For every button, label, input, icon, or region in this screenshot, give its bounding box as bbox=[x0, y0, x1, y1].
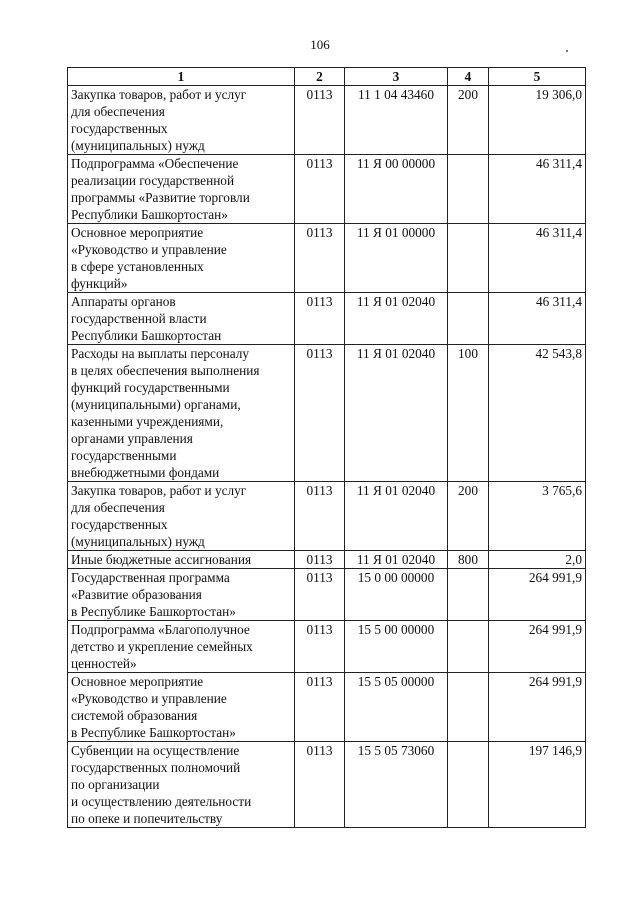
expense-name-line: государственных bbox=[71, 121, 168, 136]
expense-name-line: Подпрограмма «Благополучное bbox=[71, 622, 250, 637]
table-row bbox=[68, 569, 586, 621]
target-article-cell: 11 Я 01 02040 bbox=[345, 293, 448, 345]
expense-name-line: органами управления bbox=[71, 431, 193, 446]
target-article-cell: 15 5 00 00000 bbox=[345, 621, 448, 673]
expense-type-cell bbox=[448, 621, 489, 673]
section-code-cell: 0113 bbox=[295, 621, 345, 673]
section-code-cell: 0113 bbox=[295, 155, 345, 224]
amount-cell: 46 311,4 bbox=[489, 224, 586, 293]
amount-cell: 3 765,6 bbox=[489, 482, 586, 551]
expense-name-cell bbox=[68, 482, 295, 551]
expense-name-line: для обеспечения bbox=[71, 104, 165, 119]
table-row bbox=[68, 345, 586, 482]
expense-name-cell bbox=[68, 86, 295, 155]
expense-name-line: государственных полномочий bbox=[71, 760, 241, 775]
expense-name-line: в Республике Башкортостан» bbox=[71, 725, 236, 740]
section-code-cell: 0113 bbox=[295, 742, 345, 828]
expense-name-line: Подпрограмма «Обеспечение bbox=[71, 156, 239, 171]
expense-type-cell: 200 bbox=[448, 482, 489, 551]
expense-name-line: Основное мероприятие bbox=[71, 674, 204, 689]
expense-name-line: по организации bbox=[71, 777, 160, 792]
amount-cell: 2,0 bbox=[489, 551, 586, 569]
header-col-3: 3 bbox=[345, 68, 448, 86]
section-code-cell: 0113 bbox=[295, 551, 345, 569]
table-row bbox=[68, 224, 586, 293]
expense-type-cell bbox=[448, 569, 489, 621]
target-article-cell: 15 0 00 00000 bbox=[345, 569, 448, 621]
amount-cell: 197 146,9 bbox=[489, 742, 586, 828]
target-article-cell: 11 Я 01 02040 bbox=[345, 482, 448, 551]
target-article-cell: 11 1 04 43460 bbox=[345, 86, 448, 155]
expense-type-cell: 100 bbox=[448, 345, 489, 482]
expense-name-line: государственной власти bbox=[71, 311, 207, 326]
budget-table bbox=[67, 67, 586, 828]
expense-type-cell bbox=[448, 224, 489, 293]
target-article-cell: 11 Я 01 00000 bbox=[345, 224, 448, 293]
expense-name-line: Основное мероприятие bbox=[71, 225, 204, 240]
table-row bbox=[68, 293, 586, 345]
expense-name-line: Республики Башкортостан» bbox=[71, 207, 228, 222]
expense-name-line: детство и укрепление семейных bbox=[71, 639, 253, 654]
expense-name-line: государственных bbox=[71, 517, 168, 532]
header-row bbox=[68, 68, 586, 86]
table-row bbox=[68, 86, 586, 155]
section-code-cell: 0113 bbox=[295, 345, 345, 482]
expense-name-line: (муниципальными) органами, bbox=[71, 397, 241, 412]
section-code-cell: 0113 bbox=[295, 86, 345, 155]
target-article-cell: 15 5 05 73060 bbox=[345, 742, 448, 828]
section-code-cell: 0113 bbox=[295, 224, 345, 293]
expense-name-line: государственными bbox=[71, 448, 177, 463]
section-code-cell: 0113 bbox=[295, 482, 345, 551]
expense-name-line: в целях обеспечения выполнения bbox=[71, 363, 260, 378]
table-row bbox=[68, 551, 586, 569]
expense-name-cell bbox=[68, 742, 295, 828]
expense-name-line: (муниципальных) нужд bbox=[71, 138, 205, 153]
expense-name-cell bbox=[68, 224, 295, 293]
expense-name-line: функций» bbox=[71, 276, 128, 291]
amount-cell: 264 991,9 bbox=[489, 673, 586, 742]
expense-name-line: Расходы на выплаты персоналу bbox=[71, 346, 250, 361]
expense-name-line: «Руководство и управление bbox=[71, 242, 227, 257]
expense-type-cell bbox=[448, 742, 489, 828]
expense-name-cell bbox=[68, 293, 295, 345]
target-article-cell: 15 5 05 00000 bbox=[345, 673, 448, 742]
header-col-4: 4 bbox=[448, 68, 489, 86]
expense-type-cell bbox=[448, 293, 489, 345]
header-col-1: 1 bbox=[68, 68, 295, 86]
expense-name-cell bbox=[68, 155, 295, 224]
table-row bbox=[68, 742, 586, 828]
amount-cell: 46 311,4 bbox=[489, 155, 586, 224]
table-body bbox=[68, 86, 586, 828]
header-col-2: 2 bbox=[295, 68, 345, 86]
expense-type-cell bbox=[448, 673, 489, 742]
header-col-5: 5 bbox=[489, 68, 586, 86]
page-number: 106 bbox=[310, 37, 330, 52]
expense-name-line: Закупка товаров, работ и услуг bbox=[71, 87, 247, 102]
section-code-cell: 0113 bbox=[295, 293, 345, 345]
table-row bbox=[68, 155, 586, 224]
expense-name-line: системой образования bbox=[71, 708, 198, 723]
expense-name-line: Государственная программа bbox=[71, 570, 230, 585]
expense-name-line: и осуществлению деятельности bbox=[71, 794, 252, 809]
expense-name-line: внебюджетными фондами bbox=[71, 465, 220, 480]
expense-type-cell: 800 bbox=[448, 551, 489, 569]
amount-cell: 264 991,9 bbox=[489, 569, 586, 621]
expense-name-line: реализации государственной bbox=[71, 173, 235, 188]
amount-cell: 42 543,8 bbox=[489, 345, 586, 482]
target-article-cell: 11 Я 01 02040 bbox=[345, 345, 448, 482]
expense-name-cell bbox=[68, 345, 295, 482]
expense-name-line: Республики Башкортостан bbox=[71, 328, 222, 343]
expense-name-line: (муниципальных) нужд bbox=[71, 534, 205, 549]
expense-name-line: ценностей» bbox=[71, 656, 137, 671]
expense-name-cell bbox=[68, 673, 295, 742]
section-code-cell: 0113 bbox=[295, 569, 345, 621]
target-article-cell: 11 Я 00 00000 bbox=[345, 155, 448, 224]
expense-name-line: «Развитие образования bbox=[71, 587, 202, 602]
expense-name-line: в сфере установленных bbox=[71, 259, 204, 274]
expense-name-line: программы «Развитие торговли bbox=[71, 190, 250, 205]
expense-name-cell bbox=[68, 621, 295, 673]
expense-name-line: «Руководство и управление bbox=[71, 691, 227, 706]
expense-type-cell bbox=[448, 155, 489, 224]
table-row bbox=[68, 621, 586, 673]
target-article-cell: 11 Я 01 02040 bbox=[345, 551, 448, 569]
expense-name-line: Аппараты органов bbox=[71, 294, 176, 309]
expense-name-line: для обеспечения bbox=[71, 500, 165, 515]
section-code-cell: 0113 bbox=[295, 673, 345, 742]
scan-speck bbox=[566, 50, 568, 52]
expense-name-line: в Республике Башкортостан» bbox=[71, 604, 236, 619]
table-row bbox=[68, 673, 586, 742]
table-row bbox=[68, 482, 586, 551]
expense-name-line: казенными учреждениями, bbox=[71, 414, 224, 429]
amount-cell: 46 311,4 bbox=[489, 293, 586, 345]
expense-name-cell bbox=[68, 551, 295, 569]
expense-name-line: Субвенции на осуществление bbox=[71, 743, 240, 758]
expense-name-line: Закупка товаров, работ и услуг bbox=[71, 483, 247, 498]
expense-type-cell: 200 bbox=[448, 86, 489, 155]
expense-name-line: функций государственными bbox=[71, 380, 230, 395]
expense-name-line: Иные бюджетные ассигнования bbox=[71, 552, 252, 567]
amount-cell: 264 991,9 bbox=[489, 621, 586, 673]
expense-name-line: по опеке и попечительству bbox=[71, 811, 223, 826]
expense-name-cell bbox=[68, 569, 295, 621]
amount-cell: 19 306,0 bbox=[489, 86, 586, 155]
